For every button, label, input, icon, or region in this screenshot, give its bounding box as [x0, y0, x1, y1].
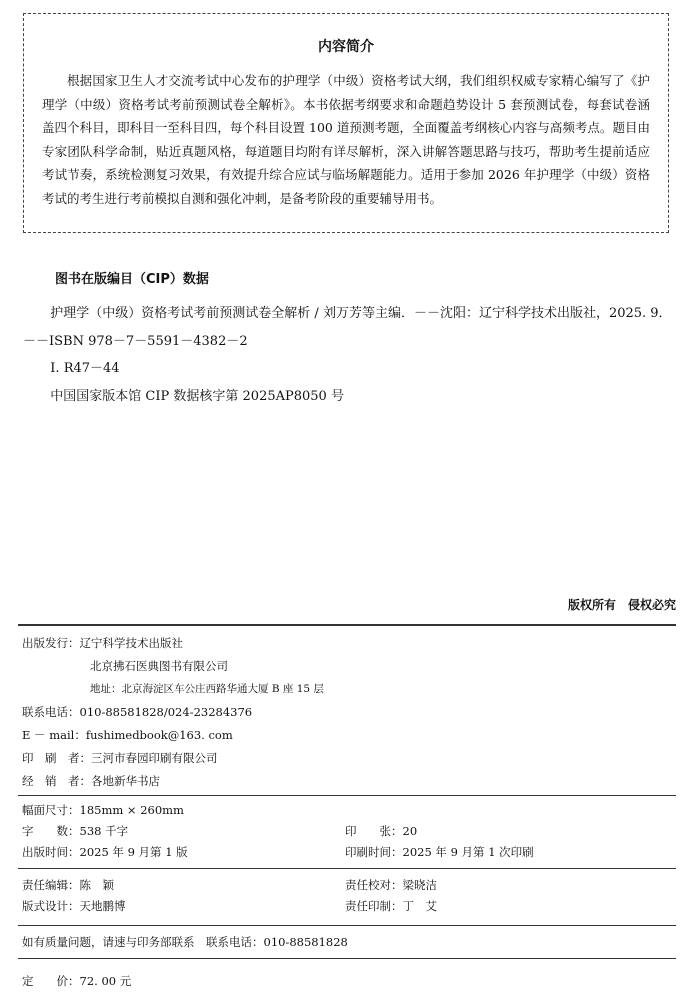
phone-label: 联系电话： [22, 705, 80, 719]
publisher-row [22, 635, 183, 651]
cip-line-1: 护理学（中级）资格考试考前预测试卷全解析 / 刘万芳等主编．－－沈阳：辽宁科学技术出版社，2025. 9．－－ISBN 978－7－5591－4382－2 [23, 306, 672, 349]
copyright-notice: 版权所有 侵权必究 [567, 598, 676, 612]
design-value: 天地鹏博 [79, 899, 126, 913]
pub-time-row [22, 844, 188, 860]
design-label: 版式设计： [22, 899, 80, 913]
seller-row [22, 773, 160, 789]
quality-notice: 如有质量问题，请速与印务部联系 联系电话：010-88581828 [22, 935, 348, 949]
words-row [22, 823, 128, 839]
printer-row [22, 750, 218, 766]
printing-row [345, 898, 437, 914]
divider [18, 958, 676, 959]
words-label: 字 数： [22, 824, 80, 838]
size-row [22, 802, 184, 818]
seller-label: 经 销 者： [22, 774, 91, 788]
pub-time-value: 2025 年 9 月第 1 版 [79, 845, 188, 859]
phone-row [22, 704, 252, 720]
editor-value: 陈 颖 [79, 878, 114, 892]
design-row [22, 898, 126, 914]
cip-line-2: Ⅰ. R47－44 [50, 361, 120, 376]
words-value: 538 千字 [79, 824, 129, 838]
intro-text: 根据国家卫生人才交流考试中心发布的护理学（中级）资格考试大纲，我们组织权威专家精心编写了《护理学（中级）资格考试考前预测试卷全解析》。本书依据考纲要求和命题趋势设计 5 套预测试卷，每套试卷涵盖四个科目，即科目一至科目四，每个科目设置 100 道预测考题，全面覆盖考纲核心内容与高频考点。题目由专家团队科学命制，贴近真题风格，每道题目均附有详尽解析，深入讲解答题思路与技巧，帮助考生提前适应考试节奏，系统检测复习效果，有效提升综合应试与临场解题能力。适用于参加 2026 年护理学（中级）资格考试的考生进行考前模拟自测和强化冲刺，是备考阶段的重要辅导用书。 [42, 73, 650, 206]
sheets-row [345, 823, 417, 839]
printer-label: 印 刷 者： [22, 751, 91, 765]
price-label: 定 价： [22, 974, 80, 988]
price-row [22, 973, 131, 989]
proof-label: 责任校对： [345, 878, 403, 892]
printing-value: 丁 艾 [402, 899, 437, 913]
printer-value: 三河市春园印刷有限公司 [91, 751, 218, 765]
divider [18, 925, 676, 926]
seller-value: 各地新华书店 [91, 774, 160, 788]
editor-row [22, 877, 114, 893]
email-value: fushimedbook@163. com [85, 728, 233, 742]
email-label: E － mail： [22, 728, 86, 742]
email-row [22, 727, 233, 743]
printing-label: 责任印制： [345, 899, 403, 913]
size-label: 幅面尺寸： [22, 803, 80, 817]
cip-line-3: 中国国家版本馆 CIP 数据核字第 2025AP8050 号 [50, 388, 344, 404]
size-value: 185mm × 260mm [79, 803, 184, 817]
address-value: 地址：北京海淀区车公庄西路华通大厦 B 座 15 层 [90, 683, 324, 695]
editor-label: 责任编辑： [22, 878, 80, 892]
proof-row [345, 877, 437, 893]
divider [18, 624, 676, 626]
print-time-label: 印刷时间： [345, 845, 403, 859]
intro-title: 内容简介 [318, 39, 374, 55]
print-time-row [345, 844, 534, 860]
divider [18, 795, 676, 796]
proof-value: 梁晓洁 [402, 878, 437, 892]
sheets-label: 印 张： [345, 824, 403, 838]
publisher-label: 出版发行： [22, 636, 80, 650]
sheets-value: 20 [402, 824, 418, 838]
print-time-value: 2025 年 9 月第 1 次印刷 [402, 845, 534, 859]
cip-body [23, 300, 673, 410]
intro-box [23, 13, 669, 233]
publisher-value: 辽宁科学技术出版社 [79, 636, 183, 650]
distributor-value: 北京拂石医典图书有限公司 [90, 659, 228, 673]
pub-time-label: 出版时间： [22, 845, 80, 859]
price-value: 72. 00 元 [79, 974, 132, 988]
divider [18, 868, 676, 869]
cip-heading: 图书在版编目（CIP）数据 [55, 272, 209, 287]
phone-value: 010-88581828/024-23284376 [79, 705, 253, 719]
